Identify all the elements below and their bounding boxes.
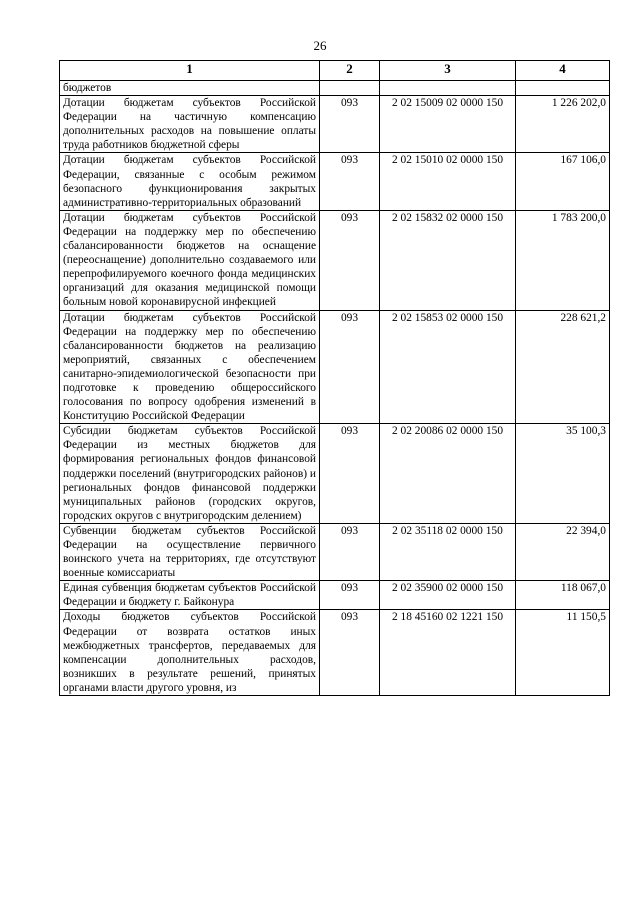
amount-cell: 35 100,3: [516, 424, 610, 524]
budget-revenue-table: [59, 60, 610, 696]
budget-code-cell: 2 02 15832 02 0000 150: [380, 210, 516, 310]
budget-code-cell: [380, 81, 516, 96]
table-row: [60, 610, 610, 696]
amount-cell: 167 106,0: [516, 153, 610, 210]
admin-code-cell: [320, 81, 380, 96]
column-header-1: 1: [60, 61, 320, 81]
amount-cell: 1 783 200,0: [516, 210, 610, 310]
admin-code-cell: 093: [320, 153, 380, 210]
column-header-3: 3: [380, 61, 516, 81]
table-row: [60, 523, 610, 580]
admin-code-cell: 093: [320, 610, 380, 696]
table-row: [60, 210, 610, 310]
table-row: [60, 424, 610, 524]
amount-cell: 118 067,0: [516, 581, 610, 610]
table-row: [60, 81, 610, 96]
budget-code-cell: 2 02 15009 02 0000 150: [380, 96, 516, 153]
amount-cell: 11 150,5: [516, 610, 610, 696]
revenue-name-cell: Субсидии бюджетам субъектов Российской Федерации из местных бюджетов для формирования региональных фондов финансовой поддержки поселений (внутригородских районов) и региональных фондов финансовой поддержки муниципальных районов (городских округов, городских округов с внутригородским делением): [60, 424, 320, 524]
table-row: [60, 310, 610, 424]
admin-code-cell: 093: [320, 581, 380, 610]
revenue-name-cell: Дотации бюджетам субъектов Российской Федерации на частичную компенсацию дополнительных расходов на повышение оплаты труда работников бюджетной сферы: [60, 96, 320, 153]
revenue-name-cell: Единая субвенция бюджетам субъектов Российской Федерации и бюджету г. Байконура: [60, 581, 320, 610]
revenue-name-cell: бюджетов: [60, 81, 320, 96]
table-row: [60, 581, 610, 610]
table-header-row: [60, 61, 610, 81]
revenue-name-cell: Доходы бюджетов субъектов Российской Федерации от возврата остатков иных межбюджетных трансфертов, передаваемых для компенсации дополнительных расходов, возникших в результате решений, принятых органами власти другого уровня, из: [60, 610, 320, 696]
column-header-4: 4: [516, 61, 610, 81]
revenue-name-cell: Дотации бюджетам субъектов Российской Федерации на поддержку мер по обеспечению сбалансированности бюджетов на оснащение (переоснащение) дополнительно создаваемого или перепрофилируемого коечного фонда медицинских организаций для оказания медицинской помощи больным новой коронавирусной инфекцией: [60, 210, 320, 310]
amount-cell: 228 621,2: [516, 310, 610, 424]
amount-cell: [516, 81, 610, 96]
admin-code-cell: 093: [320, 310, 380, 424]
revenue-name-cell: Дотации бюджетам субъектов Российской Федерации, связанные с особым режимом безопасного функционирования закрытых административно-территориальных образований: [60, 153, 320, 210]
table-row: [60, 153, 610, 210]
budget-code-cell: 2 18 45160 02 1221 150: [380, 610, 516, 696]
admin-code-cell: 093: [320, 96, 380, 153]
admin-code-cell: 093: [320, 210, 380, 310]
column-header-2: 2: [320, 61, 380, 81]
admin-code-cell: 093: [320, 424, 380, 524]
amount-cell: 22 394,0: [516, 523, 610, 580]
amount-cell: 1 226 202,0: [516, 96, 610, 153]
budget-code-cell: 2 02 35118 02 0000 150: [380, 523, 516, 580]
budget-code-cell: 2 02 15853 02 0000 150: [380, 310, 516, 424]
budget-code-cell: 2 02 35900 02 0000 150: [380, 581, 516, 610]
page-number: 26: [313, 38, 327, 53]
budget-code-cell: 2 02 20086 02 0000 150: [380, 424, 516, 524]
revenue-name-cell: Субвенции бюджетам субъектов Российской Федерации на осуществление первичного воинского учета на территориях, где отсутствуют военные комиссариаты: [60, 523, 320, 580]
budget-code-cell: 2 02 15010 02 0000 150: [380, 153, 516, 210]
table-row: [60, 96, 610, 153]
admin-code-cell: 093: [320, 523, 380, 580]
revenue-name-cell: Дотации бюджетам субъектов Российской Федерации на поддержку мер по обеспечению сбалансированности бюджетов на реализацию мероприятий, связанных с обеспечением санитарно-эпидемиологической безопасности при подготовке к проведению общероссийского голосования по вопросу одобрения изменений в Конституцию Российской Федерации: [60, 310, 320, 424]
